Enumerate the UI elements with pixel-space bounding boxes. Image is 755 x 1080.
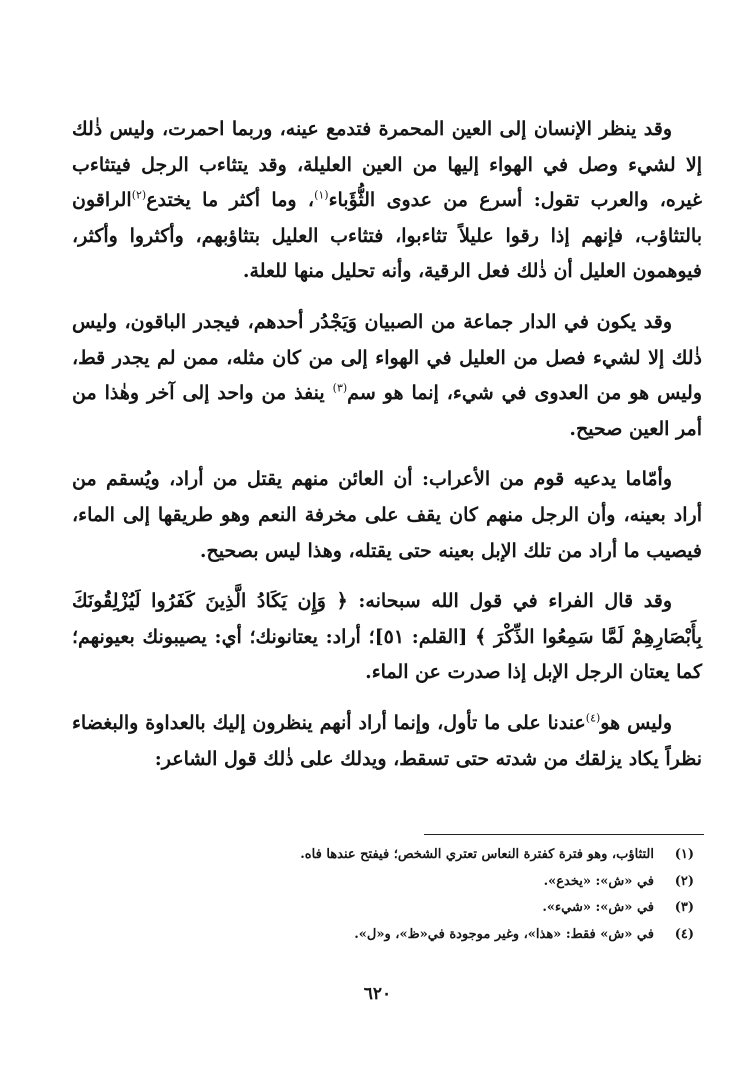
paragraph-2-text-a: وقد يكون في الدار جماعة من الصبيان وَيَجْدُر أحدهم، فيجدر الباقون، وليس ذٰلك إلا لشيء فصل من العليل في الهواء إلى من كان مثله، ممن لم يجدر قط، وليس هو من العدوى في شيء، إنما هو سم [72, 310, 702, 405]
footnote-separator [424, 834, 704, 835]
footnote-text: في «ش»: «شيء». [542, 900, 654, 915]
paragraph-4 [72, 584, 702, 691]
paragraph-5-text-b: عندنا على ما تأول، وإنما أراد أنهم ينظرون إليك بالعداوة والبغضاء نظراً يكاد يزلقك من شدته حتى تسقط، ويدلك على ذٰلك قول الشاعر: [72, 711, 702, 770]
quran-verse: ﴿ وَإِن يَكَادُ الَّذِينَ كَفَرُوا لَيُزْلِقُونَكَ بِأَبْصَارِهِمْ لَمَّا سَمِعُوا الذِّكْرَ ﴾ [72, 590, 702, 648]
paragraph-4-text-a: وقد قال الفراء في قول الله سبحانه: [347, 590, 672, 613]
footnotes [140, 842, 704, 948]
footnote-number: (٣) [674, 900, 694, 915]
paragraph-4-text-b: [القلم: ٥١]؛ أراد: يعتانونك؛ أي: يصيبونك بعيونهم؛ كما يعتان الرجل الإبل إذا صدرت عن الماء. [72, 625, 702, 684]
page-number: ٦٢٠ [363, 984, 392, 1004]
footnote-ref-2: (٢) [131, 188, 147, 202]
paragraph-3 [72, 462, 702, 569]
paragraph-2 [72, 305, 702, 447]
footnote-text: في «ش» فقط: «هذا»، وغير موجودة في«ظ»، و«ل». [354, 926, 654, 942]
footnote-number: (٢) [674, 873, 694, 889]
paragraph-5 [72, 706, 702, 777]
footnote-text: التثاؤب، وهو فترة كفترة النعاس تعتري الشخص؛ فيفتح عندها فاه. [300, 847, 654, 862]
paragraph-1-text-c: الراقون بالتثاؤب، فإنهم إذا رقوا عليلاً تثاءبوا، فتثاءب العليل بتثاؤبهم، وأكثروا وأكثر، فيوهمون العليل أن ذٰلك فعل الرقية، وأنه تحليل منها للعلة. [72, 189, 702, 283]
footnote-number: (٤) [674, 926, 694, 942]
paragraph-5-text-a: وليس هو [600, 711, 672, 734]
paragraph-2-text-b: ينفذ من واحد إلى آخر وهٰذا من أمر العين صحيح. [72, 382, 702, 440]
footnote-ref-4: (٤) [585, 711, 601, 725]
footnote-1 [140, 842, 704, 869]
paragraph-1 [72, 112, 702, 290]
footnote-2 [140, 869, 704, 896]
footnote-3 [140, 895, 704, 922]
footnote-number: (١) [674, 847, 694, 862]
paragraph-1-text-a: وقد ينظر الإنسان إلى العين المحمرة فتدمع عينه، وربما احمرت، وليس ذٰلك إلا لشيء وصل في الهواء إليها من العين العليلة، وقد يتثاءب الرجل فيتثاءب غيره، والعرب تقول: أسرع من عدوى الثُّؤَباء [72, 118, 702, 212]
paragraph-3-text: وأمّاما يدعيه قوم من الأعراب: أن العائن منهم يقتل من أراد، ويُسقم من أراد بعينه، وأن الرجل منهم كان يقف على مخرفة النعم وهو طريقها إلى الماء، فيصيب ما أراد من تلك الإبل بعينه حتى يقتله، وهذا ليس بصحيح. [72, 468, 702, 562]
footnote-text: في «ش»: «يخدع». [543, 873, 654, 889]
footnote-4 [140, 922, 704, 949]
paragraph-1-text-b: ، وما أكثر ما يختدع [146, 189, 315, 212]
footnote-ref-3: (٣) [332, 381, 348, 395]
main-text [72, 112, 702, 792]
footnote-ref-1: (١) [314, 188, 329, 202]
